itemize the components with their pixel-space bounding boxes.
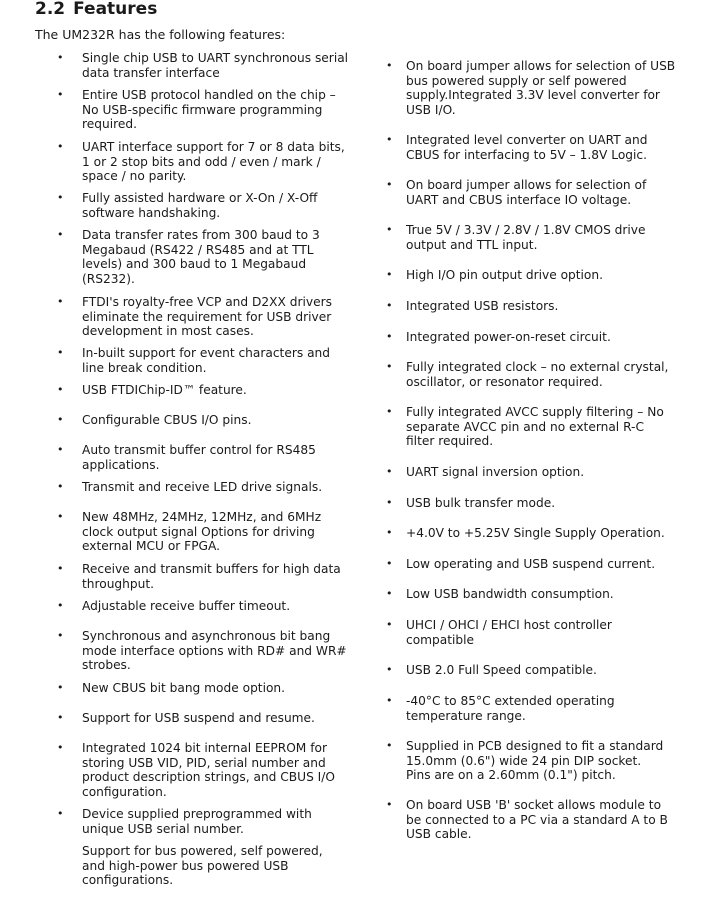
bullet-icon: • xyxy=(57,88,64,101)
bullet-icon: • xyxy=(57,413,64,426)
feature-item: USB bulk transfer mode. xyxy=(406,496,556,510)
bullet-icon: • xyxy=(386,798,393,811)
feature-item: Low USB bandwidth consumption. xyxy=(406,587,614,601)
bullet-icon: • xyxy=(57,629,64,642)
bullet-icon: • xyxy=(57,383,64,396)
bullet-icon: • xyxy=(57,510,64,523)
feature-item: True 5V / 3.3V / 2.8V / 1.8V CMOS drive output and TTL input. xyxy=(406,223,646,252)
feature-item: Integrated USB resistors. xyxy=(406,299,559,313)
bullet-icon: • xyxy=(57,480,64,493)
section-title: Features xyxy=(73,0,158,19)
bullet-icon: • xyxy=(57,807,64,820)
bullet-icon: • xyxy=(386,299,393,312)
feature-item: Transmit and receive LED drive signals. xyxy=(82,480,323,494)
feature-item: In-built support for event characters and line break condition. xyxy=(82,346,330,375)
bullet-icon: • xyxy=(386,739,393,752)
feature-item: FTDI's royalty-free VCP and D2XX drivers eliminate the requirement for USB driver development in most cases. xyxy=(82,295,332,339)
feature-item: New CBUS bit bang mode option. xyxy=(82,681,286,695)
feature-item: Integrated power-on-reset circuit. xyxy=(406,330,611,344)
bullet-icon: • xyxy=(57,51,64,64)
feature-item: New 48MHz, 24MHz, 12MHz, and 6MHz clock output signal Options for driving external MCU or FPGA. xyxy=(82,510,322,554)
feature-item: On board USB 'B' socket allows module to be connected to a PC via a standard A to B USB cable. xyxy=(406,798,668,842)
section-number: 2.2 xyxy=(35,0,66,19)
bullet-icon: • xyxy=(57,295,64,308)
feature-item: Synchronous and asynchronous bit bang mode interface options with RD# and WR# strobes. xyxy=(82,629,347,673)
feature-item: UART signal inversion option. xyxy=(406,465,585,479)
bullet-icon: • xyxy=(57,562,64,575)
bullet-icon: • xyxy=(386,587,393,600)
feature-item: On board jumper allows for selection of USB bus powered supply or self powered supply.Integrated 3.3V level converter for USB I/O. xyxy=(406,59,676,117)
bullet-icon: • xyxy=(386,178,393,191)
bullet-icon: • xyxy=(386,59,393,72)
feature-item: Auto transmit buffer control for RS485 applications. xyxy=(82,443,316,472)
feature-item: Supplied in PCB designed to fit a standard 15.0mm (0.6") wide 24 pin DIP socket. Pins are on a 2.60mm (0.1") pitch. xyxy=(406,739,664,783)
intro-text: The UM232R has the following features: xyxy=(35,27,286,42)
feature-item: On board jumper allows for selection of UART and CBUS interface IO voltage. xyxy=(406,178,647,207)
bullet-icon: • xyxy=(57,140,64,153)
feature-item: Single chip USB to UART synchronous serial data transfer interface xyxy=(82,51,349,80)
bullet-icon: • xyxy=(386,133,393,146)
bullet-icon: • xyxy=(57,346,64,359)
bullet-icon: • xyxy=(386,330,393,343)
bullet-icon: • xyxy=(386,360,393,373)
feature-item: UART interface support for 7 or 8 data bits, 1 or 2 stop bits and odd / even / mark / space / no parity. xyxy=(82,140,345,184)
bullet-icon: • xyxy=(386,618,393,631)
bullet-icon: • xyxy=(386,223,393,236)
bullet-icon: • xyxy=(57,741,64,754)
feature-item: Low operating and USB suspend current. xyxy=(406,557,656,571)
bullet-icon: • xyxy=(386,268,393,281)
bullet-icon: • xyxy=(57,443,64,456)
feature-item: UHCI / OHCI / EHCI host controller compatible xyxy=(406,618,612,647)
feature-item: Support for bus powered, self powered, and high-power bus powered USB configurations. xyxy=(82,844,323,888)
bullet-icon: • xyxy=(57,599,64,612)
bullet-icon: • xyxy=(386,557,393,570)
feature-item: Configurable CBUS I/O pins. xyxy=(82,413,252,427)
feature-item: USB 2.0 Full Speed compatible. xyxy=(406,663,597,677)
bullet-icon: • xyxy=(386,694,393,707)
bullet-icon: • xyxy=(386,496,393,509)
bullet-icon: • xyxy=(57,191,64,204)
feature-item: -40°C to 85°C extended operating temperature range. xyxy=(406,694,615,723)
feature-item: +4.0V to +5.25V Single Supply Operation. xyxy=(406,526,665,540)
feature-item: USB FTDIChip-ID™ feature. xyxy=(82,383,247,397)
feature-item: Adjustable receive buffer timeout. xyxy=(82,599,291,613)
feature-item: Support for USB suspend and resume. xyxy=(82,711,315,725)
feature-item: Device supplied preprogrammed with unique USB serial number. xyxy=(82,807,312,836)
feature-item: High I/O pin output drive option. xyxy=(406,268,603,282)
feature-item: Fully assisted hardware or X-On / X-Off software handshaking. xyxy=(82,191,318,220)
feature-item: Entire USB protocol handled on the chip – No USB-specific firmware programming required. xyxy=(82,88,336,132)
bullet-icon: • xyxy=(386,465,393,478)
bullet-icon: • xyxy=(386,663,393,676)
bullet-icon: • xyxy=(57,711,64,724)
bullet-icon: • xyxy=(386,405,393,418)
bullet-icon: • xyxy=(57,228,64,241)
feature-item: Integrated level converter on UART and CBUS for interfacing to 5V – 1.8V Logic. xyxy=(406,133,648,162)
feature-item: Receive and transmit buffers for high data throughput. xyxy=(82,562,341,591)
feature-item: Fully integrated clock – no external crystal, oscillator, or resonator required. xyxy=(406,360,669,389)
bullet-icon: • xyxy=(57,681,64,694)
feature-item: Data transfer rates from 300 baud to 3 Megabaud (RS422 / RS485 and at TTL levels) and 300 baud to 1 Megabaud (RS232). xyxy=(82,228,320,286)
bullet-icon: • xyxy=(386,526,393,539)
feature-item: Fully integrated AVCC supply filtering – No separate AVCC pin and no external R-C filter required. xyxy=(406,405,664,449)
feature-item: Integrated 1024 bit internal EEPROM for storing USB VID, PID, serial number and product description strings, and CBUS I/O configuration. xyxy=(82,741,335,799)
section-heading xyxy=(35,0,157,18)
